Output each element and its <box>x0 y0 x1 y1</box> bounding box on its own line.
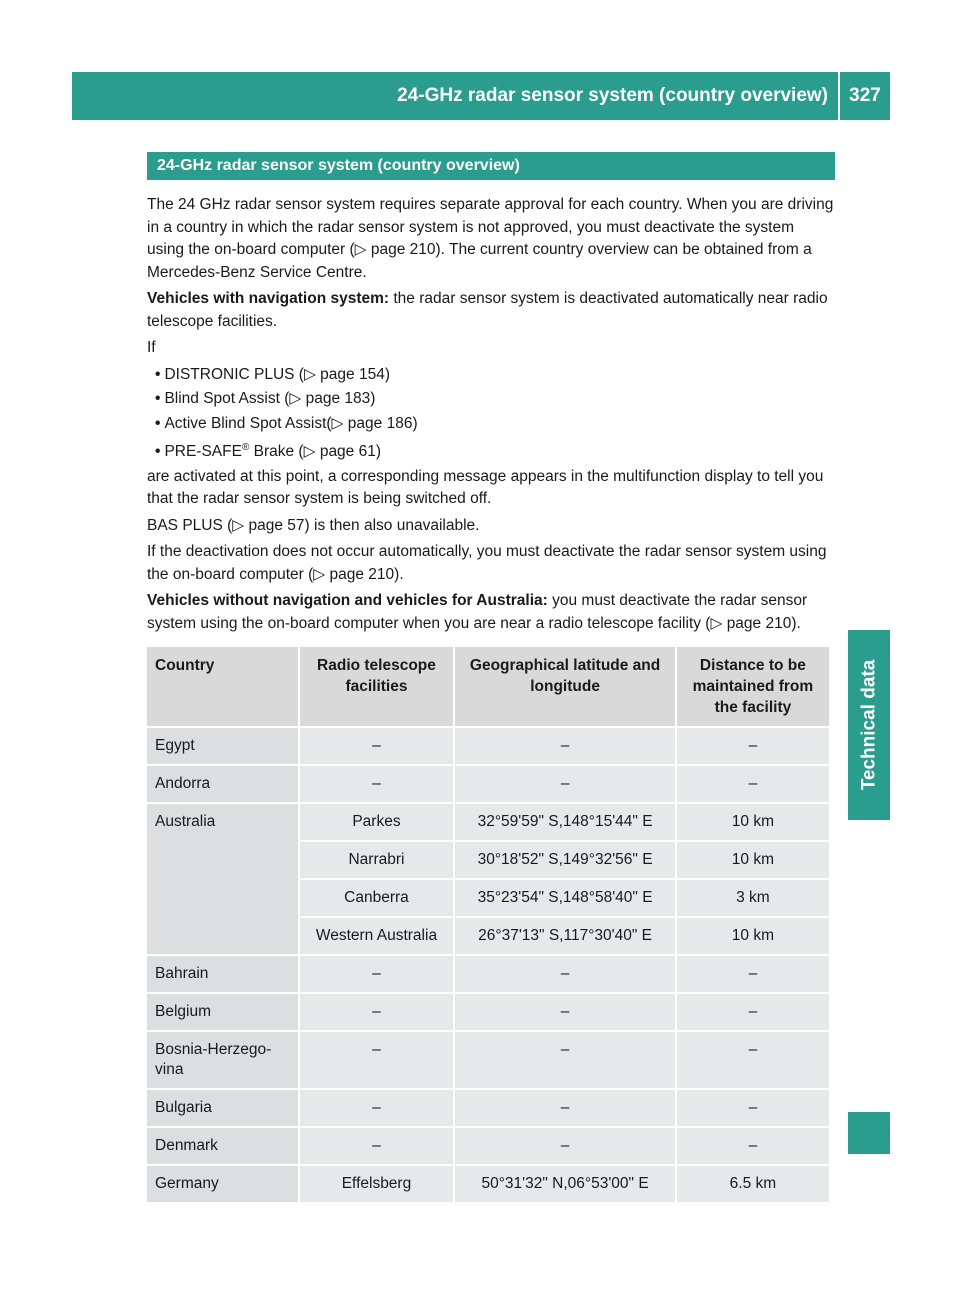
telescope-cell: – <box>300 1090 454 1126</box>
table-header-row <box>147 647 829 726</box>
coordinates-cell: – <box>455 728 674 764</box>
country-cell: Bulgaria <box>147 1090 298 1126</box>
list-item-text: DISTRONIC PLUS (▷ page 154) <box>164 365 390 383</box>
running-header <box>72 72 890 120</box>
distance-cell: 10 km <box>677 804 829 840</box>
list-item <box>147 413 835 436</box>
side-tab-label: Technical data <box>858 659 879 791</box>
telescope-cell: Canberra <box>300 880 454 916</box>
coordinates-cell: 26°37'13" S,117°30'40" E <box>455 918 674 954</box>
if-text: If <box>147 339 156 356</box>
list-item <box>147 437 835 464</box>
no-nav-text: you must deactivate the radar sensor system using the on-board computer when you are near a radio telescope facility (▷ page 210). <box>147 592 808 632</box>
country-cell: Australia <box>147 804 298 954</box>
list-item <box>147 364 835 387</box>
col-header-country: Country <box>147 647 298 726</box>
registered-mark: ® <box>241 442 250 453</box>
table-row <box>147 994 829 1030</box>
distance-cell: – <box>677 994 829 1030</box>
col-header-distance: Distance to be maintained from the facility <box>677 647 829 726</box>
telescope-cell: – <box>300 766 454 802</box>
system-list <box>147 364 835 464</box>
section-title: 24-GHz radar sensor system (country overview) <box>147 152 835 180</box>
coordinates-cell: 30°18'52" S,149°32'56" E <box>455 842 674 878</box>
country-cell: Denmark <box>147 1128 298 1164</box>
table-row <box>147 766 829 802</box>
section-side-tab <box>848 630 890 820</box>
after-list-paragraph: are activated at this point, a corresponding message appears in the multifunction display to tell you that the radar sensor system is being switched off. <box>147 467 824 508</box>
country-cell: Bahrain <box>147 956 298 992</box>
telescope-cell: – <box>300 1032 454 1088</box>
col-header-telescope: Radio telescope facilities <box>300 647 454 726</box>
distance-cell: – <box>677 1090 829 1126</box>
country-cell: Andorra <box>147 766 298 802</box>
table-row <box>147 1032 829 1088</box>
bullet-icon: • <box>155 414 161 432</box>
table-row <box>147 956 829 992</box>
no-nav-label: Vehicles without navigation and vehicles for Australia: <box>147 592 548 610</box>
coordinates-cell: – <box>455 994 674 1030</box>
distance-cell: – <box>677 1032 829 1088</box>
coordinates-cell: – <box>455 1090 674 1126</box>
bullet-icon: • <box>155 443 161 461</box>
coordinates-cell: 50°31'32" N,06°53'00" E <box>455 1166 674 1202</box>
distance-cell: – <box>677 1128 829 1164</box>
distance-cell: – <box>677 956 829 992</box>
country-cell: Germany <box>147 1166 298 1202</box>
list-item-text: PRE-SAFE <box>164 443 242 461</box>
list-item-text: Active Blind Spot Assist(▷ page 186) <box>164 414 418 432</box>
col-header-coordinates: Geographical latitude and longitude <box>455 647 674 726</box>
page-number: 327 <box>849 85 881 106</box>
distance-cell: 6.5 km <box>677 1166 829 1202</box>
distance-cell: 10 km <box>677 842 829 878</box>
side-index-marker <box>848 1112 890 1154</box>
country-overview-table <box>145 645 831 1204</box>
telescope-cell: Western Australia <box>300 918 454 954</box>
list-item-text: Brake (▷ page 61) <box>249 443 382 461</box>
no-nav-paragraph <box>147 590 835 635</box>
coordinates-cell: – <box>455 956 674 992</box>
telescope-cell: Narrabri <box>300 842 454 878</box>
running-header-title: 24-GHz radar sensor system (country overview) <box>397 85 828 106</box>
bullet-icon: • <box>155 390 161 407</box>
bullet-icon: • <box>155 365 161 383</box>
country-cell: Egypt <box>147 728 298 764</box>
telescope-cell: Effelsberg <box>300 1166 454 1202</box>
deactivation-paragraph: If the deactivation does not occur automatically, you must deactivate the radar sensor system using the on-board computer (▷ page 210). <box>147 543 827 583</box>
intro-paragraph: The 24 GHz radar sensor system requires separate approval for each country. When you are driving in a country in which the radar sensor system is not approved, you must deactivate the system using the on-board computer (▷ page 210). The current country overview can be obtained from a Mercedes-Benz Service Centre. <box>147 196 834 281</box>
table-row <box>147 1128 829 1164</box>
list-item <box>147 388 835 411</box>
table-row <box>147 804 829 840</box>
table-row <box>147 1166 829 1202</box>
bas-plus-paragraph: BAS PLUS (▷ page 57) is then also unavailable. <box>147 516 480 534</box>
table-row <box>147 728 829 764</box>
telescope-cell: Parkes <box>300 804 454 840</box>
telescope-cell: – <box>300 1128 454 1164</box>
country-name-line2: vina <box>155 1061 184 1079</box>
telescope-cell: – <box>300 994 454 1030</box>
nav-paragraph <box>147 288 835 333</box>
coordinates-cell: – <box>455 766 674 802</box>
country-cell: Belgium <box>147 994 298 1030</box>
coordinates-cell: 32°59'59" S,148°15'44" E <box>455 804 674 840</box>
coordinates-cell: – <box>455 1032 674 1088</box>
telescope-cell: – <box>300 728 454 764</box>
coordinates-cell: 35°23'54" S,148°58'40" E <box>455 880 674 916</box>
distance-cell: – <box>677 728 829 764</box>
page-content <box>147 152 835 1204</box>
distance-cell: 3 km <box>677 880 829 916</box>
distance-cell: – <box>677 766 829 802</box>
nav-text: the radar sensor system is deactivated automatically near radio telescope facilities. <box>147 290 828 330</box>
nav-label: Vehicles with navigation system: <box>147 290 390 307</box>
table-row <box>147 1090 829 1126</box>
distance-cell: 10 km <box>677 918 829 954</box>
list-item-text: Blind Spot Assist (▷ page 183) <box>164 390 376 407</box>
country-cell <box>147 1032 298 1088</box>
coordinates-cell: – <box>455 1128 674 1164</box>
country-name-line1: Bosnia-Herzego- <box>155 1041 272 1059</box>
telescope-cell: – <box>300 956 454 992</box>
